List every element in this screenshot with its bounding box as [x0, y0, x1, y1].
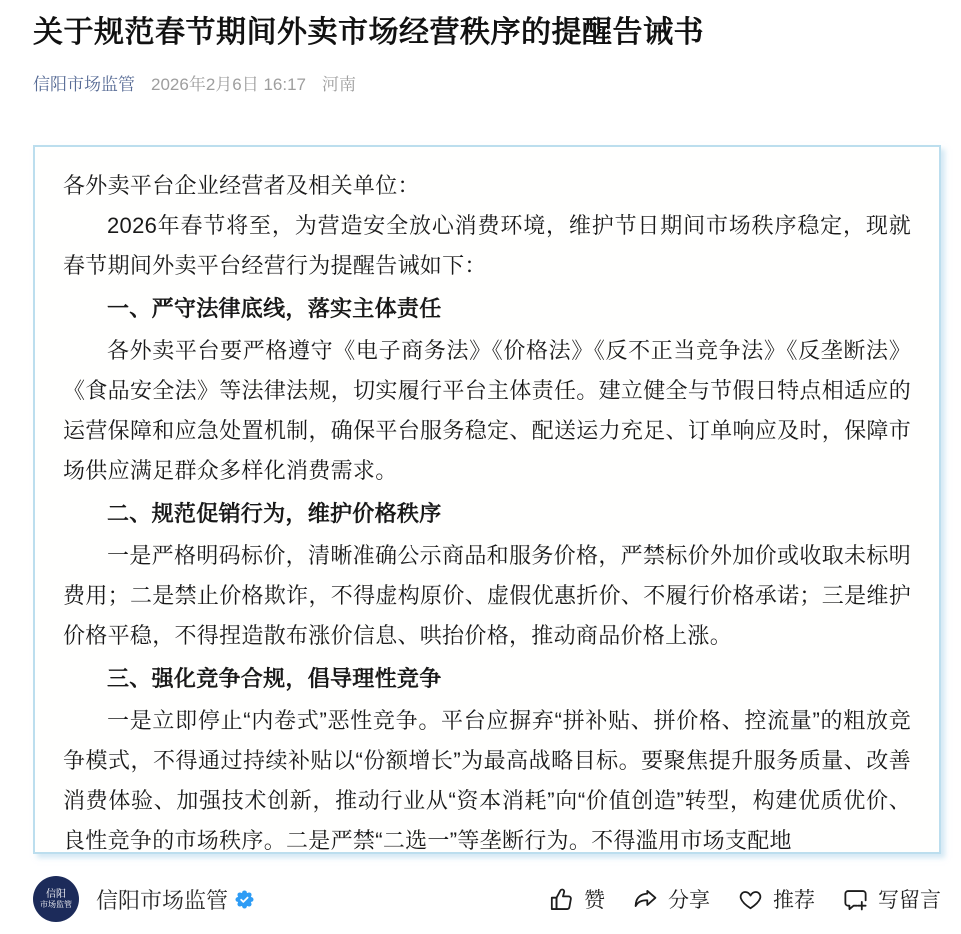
section-heading-2: 二、规范促销行为，维护价格秩序 — [107, 501, 442, 526]
footer-bar — [33, 869, 941, 929]
share-label: 分享 — [668, 889, 710, 912]
section-heading-1: 一、严守法律底线，落实主体责任 — [107, 296, 442, 321]
publish-date: 2026年2月6日 16:17 — [151, 75, 306, 94]
section-heading-3: 三、强化竞争合规，倡导理性竞争 — [107, 666, 442, 691]
salutation: 各外卖平台企业经营者及相关单位： — [63, 173, 420, 198]
heart-icon — [737, 886, 764, 913]
verified-badge-icon — [235, 890, 254, 909]
account-avatar[interactable] — [33, 876, 79, 922]
section-body-3: 一是立即停止“内卷式”恶性竞争。平台应摒弃“拼补贴、拼价格、控流量”的粗放竞争模式，不得通过持续补贴以“份额增长”为最高战略目标。要聚焦提升服务质量、改善消费体验、加强技术创新，推动行业从“资本消耗”向“价值创造”转型，构建优质优价、良性竞争的市场秩序。二是严禁“二选一”等垄断行为。不得滥用市场支配地 — [63, 708, 911, 853]
like-button[interactable] — [548, 884, 605, 914]
article-meta — [33, 70, 941, 95]
page-title: 关于规范春节期间外卖市场经营秩序的提醒告诫书 — [33, 16, 704, 49]
comment-plus-icon — [842, 886, 869, 913]
article-content-box — [33, 145, 941, 854]
like-label: 赞 — [584, 889, 605, 912]
avatar-text-line2: 市场监管 — [40, 900, 72, 910]
author-link[interactable]: 信阳市场监管 — [33, 75, 135, 94]
section-body-1: 各外卖平台要严格遵守《电子商务法》《价格法》《反不正当竞争法》《反垄断法》《食品安全法》等法律法规，切实履行平台主体责任。建立健全与节假日特点相适应的运营保障和应急处置机制，确保平台服务稳定、配送运力充足、订单响应及时，保障市场供应满足群众多样化消费需求。 — [63, 338, 911, 483]
intro-paragraph: 2026年春节将至，为营造安全放心消费环境，维护节日期间市场秩序稳定，现就春节期间外卖平台经营行为提醒告诫如下： — [63, 213, 911, 278]
comment-label: 写留言 — [878, 889, 941, 912]
account-name-link[interactable]: 信阳市场监管 — [96, 887, 229, 913]
recommend-button[interactable] — [737, 884, 815, 914]
recommend-label: 推荐 — [773, 889, 815, 912]
comment-button[interactable] — [842, 884, 941, 914]
share-button[interactable] — [632, 884, 710, 914]
avatar-text-line1: 信阳 — [46, 888, 66, 900]
action-buttons — [548, 884, 941, 914]
publish-region: 河南 — [322, 75, 356, 94]
thumbs-up-icon — [548, 886, 575, 913]
section-body-2: 一是严格明码标价，清晰准确公示商品和服务价格，严禁标价外加价或收取未标明费用；二是禁止价格欺诈，不得虚构原价、虚假优惠折价、不履行价格承诺；三是维护价格平稳，不得捏造散布涨价信息、哄抬价格，推动商品价格上涨。 — [63, 543, 911, 648]
share-icon — [632, 886, 659, 913]
